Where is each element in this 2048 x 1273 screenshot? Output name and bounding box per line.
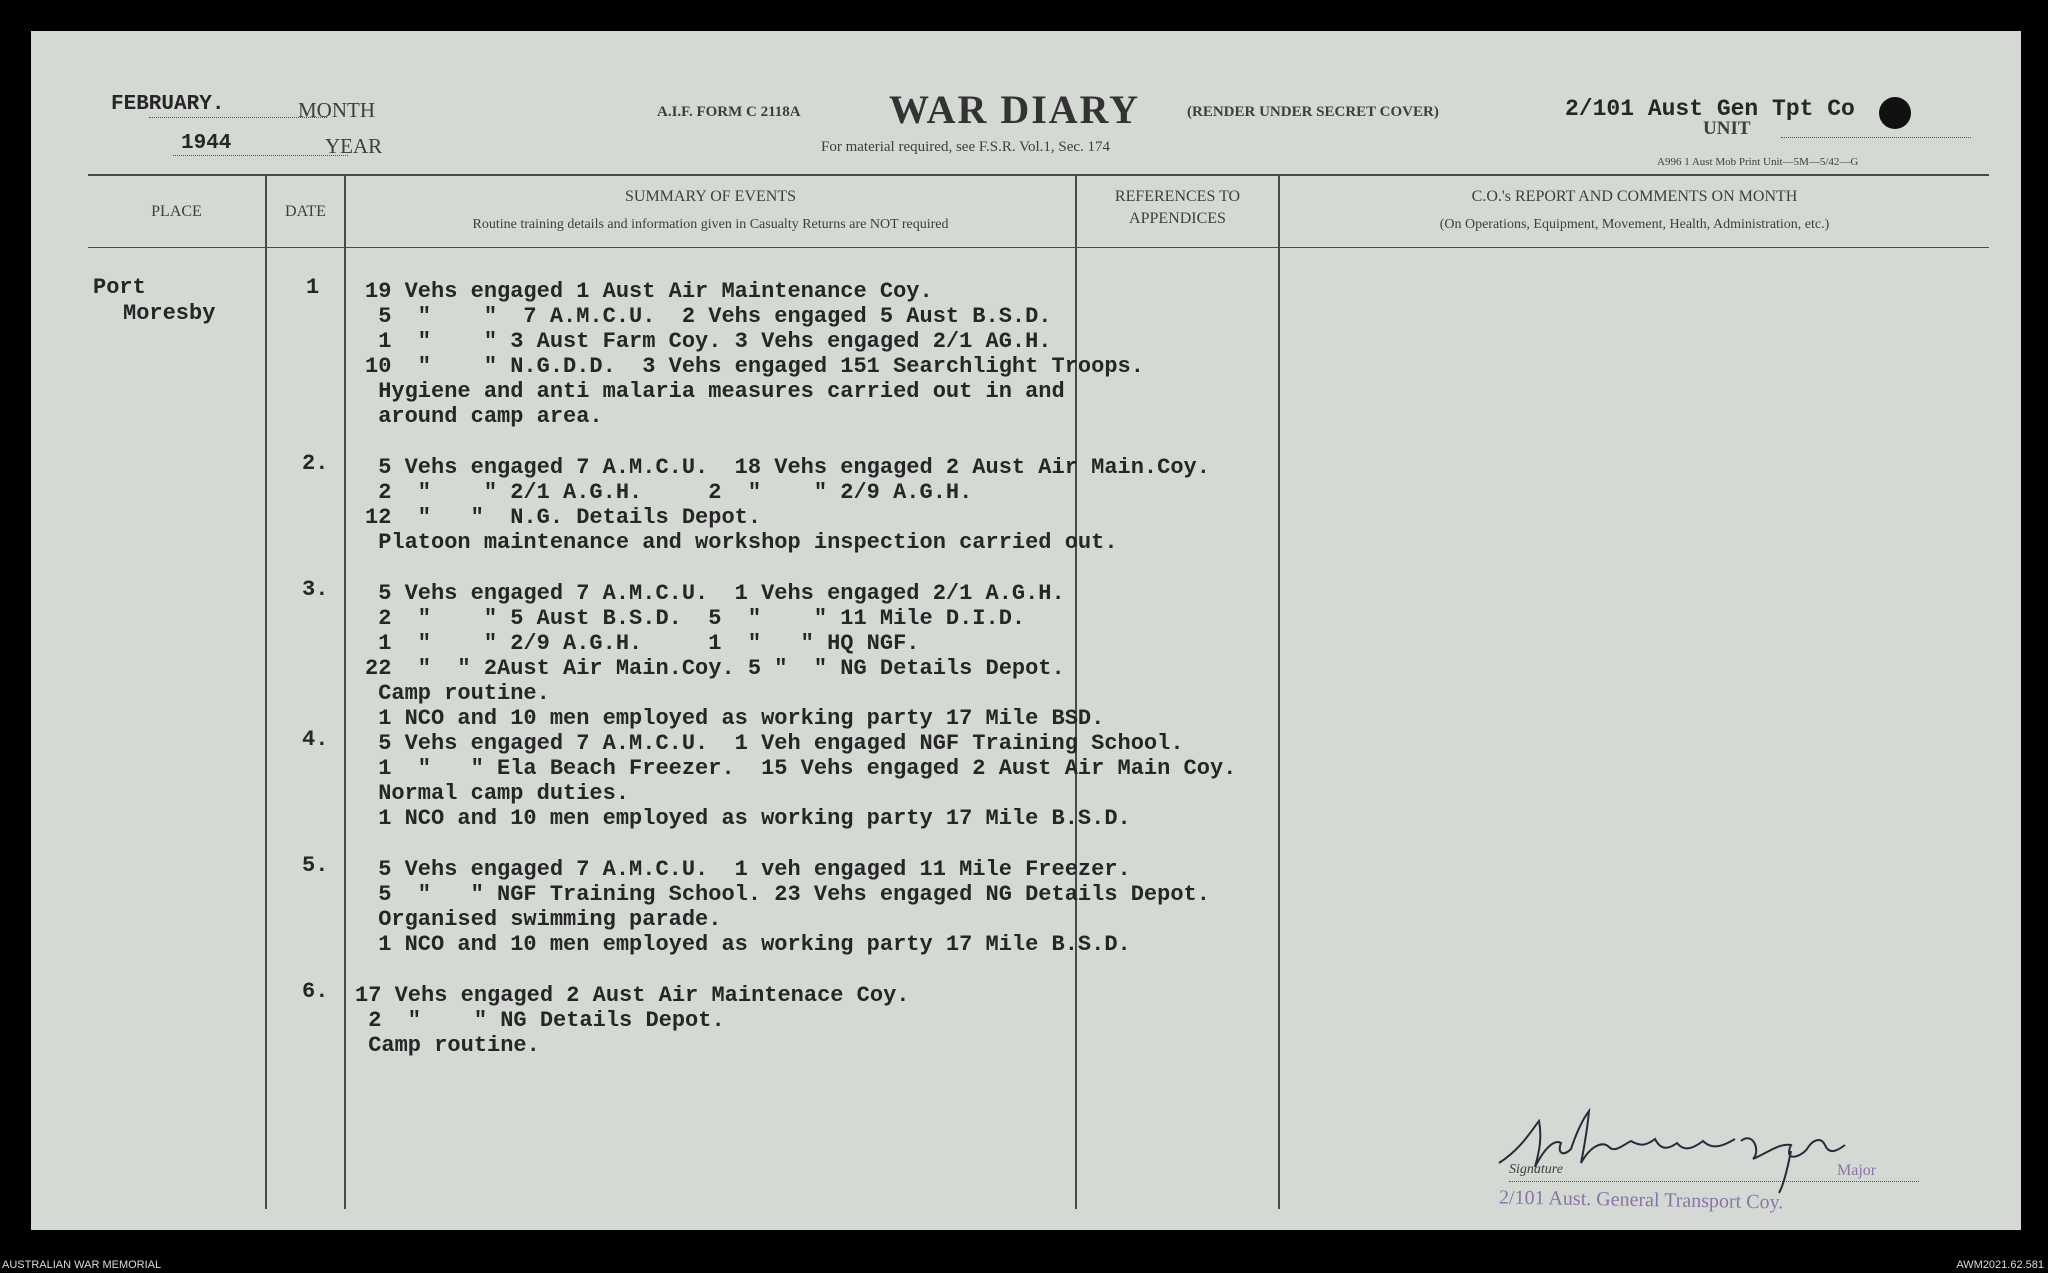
signature-label: Signature (1509, 1162, 1563, 1177)
col-header-date: DATE (285, 203, 326, 220)
material-note: For material required, see F.S.R. Vol.1, Sec. 174 (821, 139, 1111, 155)
co-column-rule (1278, 174, 1280, 1209)
summary-line: around camp area. (365, 404, 603, 429)
archive-footer-left: AUSTRALIAN WAR MEMORIAL (2, 1259, 162, 1271)
unit-dotted-line (1781, 137, 1971, 138)
summary-line: 5 Vehs engaged 7 A.M.C.U. 18 Vehs engaged 2 Aust Air Main.Coy. (365, 455, 1210, 480)
summary-line: 1 NCO and 10 men employed as working party 17 Mile B.S.D. (365, 932, 1131, 957)
col-header-co-report: C.O.'s REPORT AND COMMENTS ON MONTH (1471, 188, 1798, 205)
col-header-refs-line1: REFERENCES TO (1114, 188, 1241, 205)
header-bottom-rule (88, 247, 1989, 248)
form-id: A.I.F. FORM C 2118A (657, 104, 801, 120)
summary-line: 5 Vehs engaged 7 A.M.C.U. 1 Vehs engaged 2/1 A.G.H. (365, 581, 1065, 606)
month-label: MONTH (298, 98, 375, 122)
summary-line: Camp routine. (365, 681, 550, 706)
signature-rank: Major (1837, 1162, 1877, 1179)
col-header-refs-line2: APPENDICES (1129, 210, 1226, 227)
table-top-rule (88, 174, 1989, 176)
summary-line: Camp routine. (355, 1033, 540, 1058)
entry-date: 1 (306, 275, 320, 300)
summary-line: 1 " " Ela Beach Freezer. 15 Vehs engaged 2 Aust Air Main Coy. (365, 756, 1237, 781)
summary-line: 5 " " NGF Training School. 23 Vehs engaged NG Details Depot. (365, 882, 1210, 907)
unit-label: UNIT (1703, 118, 1751, 139)
entry-date: 4. (302, 727, 329, 752)
summary-line: 1 " " 3 Aust Farm Coy. 3 Vehs engaged 2/1 AG.H. (365, 329, 1052, 354)
summary-line: 5 Vehs engaged 7 A.M.C.U. 1 Veh engaged NGF Training School. (365, 731, 1184, 756)
summary-line: Platoon maintenance and workshop inspection carried out. (365, 530, 1118, 555)
summary-line: Organised swimming parade. (365, 907, 722, 932)
summary-line: 1 NCO and 10 men employed as working party 17 Mile BSD. (365, 706, 1105, 731)
summary-line: 10 " " N.G.D.D. 3 Vehs engaged 151 Searchlight Troops. (365, 354, 1144, 379)
summary-line: 1 NCO and 10 men employed as working party 17 Mile B.S.D. (365, 806, 1131, 831)
summary-line: 2 " " 5 Aust B.S.D. 5 " " 11 Mile D.I.D. (365, 606, 1026, 631)
unit-value: 2/101 Aust Gen Tpt Co (1565, 96, 1855, 122)
document-title: WAR DIARY (889, 87, 1141, 132)
summary-line: 2 " " 2/1 A.G.H. 2 " " 2/9 A.G.H. (365, 480, 973, 505)
entry-date: 3. (302, 577, 329, 602)
col-header-place: PLACE (151, 203, 202, 220)
summary-line: 5 Vehs engaged 7 A.M.C.U. 1 veh engaged 11 Mile Freezer. (365, 857, 1131, 882)
year-dotted-line (173, 155, 348, 156)
summary-column-rule (344, 174, 346, 1209)
entry-date: 2. (302, 451, 329, 476)
unit-stamp: 2/101 Aust. General Transport Coy. (1498, 1186, 1784, 1214)
summary-line: Hygiene and anti malaria measures carried out in and (365, 379, 1065, 404)
date-column-rule (265, 174, 267, 1209)
summary-line: 5 " " 7 A.M.C.U. 2 Vehs engaged 5 Aust B.S.D. (365, 304, 1052, 329)
redaction-mark (1879, 97, 1911, 129)
summary-line: Normal camp duties. (365, 781, 630, 806)
summary-line: 19 Vehs engaged 1 Aust Air Maintenance Coy. (365, 279, 933, 304)
handwritten-signature (1491, 1101, 1911, 1196)
summary-line: 17 Vehs engaged 2 Aust Air Maintenace Coy. (355, 983, 910, 1008)
year-value: 1944 (181, 132, 232, 155)
col-header-summary-note: Routine training details and information given in Casualty Returns are NOT required (472, 217, 949, 232)
secrecy-note: (RENDER UNDER SECRET COVER) (1187, 104, 1439, 120)
entry-date: 5. (302, 853, 329, 878)
archive-footer-right: AWM2021.62.581 (1956, 1259, 2044, 1271)
summary-line: 12 " " N.G. Details Depot. (365, 505, 762, 530)
war-diary-page (31, 31, 2021, 1230)
summary-line: 1 " " 2/9 A.G.H. 1 " " HQ NGF. (365, 631, 920, 656)
summary-line: 2 " " NG Details Depot. (355, 1008, 725, 1033)
place-line-1: Port (93, 275, 146, 300)
col-header-co-note: (On Operations, Equipment, Movement, Health, Administration, etc.) (1439, 217, 1830, 232)
month-value: FEBRUARY. (111, 93, 225, 116)
entry-date: 6. (302, 979, 329, 1004)
place-line-2: Moresby (123, 301, 216, 326)
year-label: YEAR (325, 134, 383, 158)
summary-line: 22 " " 2Aust Air Main.Coy. 5 " " NG Details Depot. (365, 656, 1065, 681)
col-header-summary: SUMMARY OF EVENTS (625, 188, 796, 205)
print-code: A996 1 Aust Mob Print Unit—5M—5/42—G (1657, 156, 1859, 168)
refs-column-rule (1075, 174, 1077, 1209)
